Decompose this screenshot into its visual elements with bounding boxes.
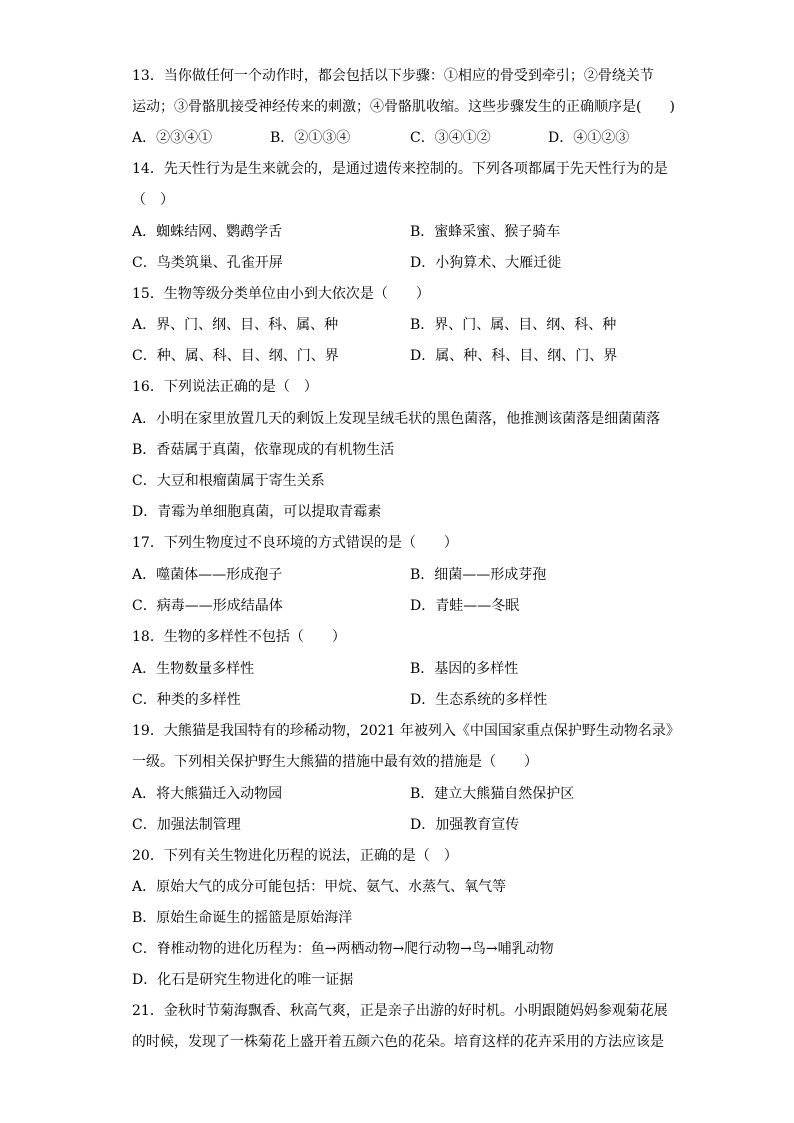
q20-option-b: B．原始生命诞生的摇篮是原始海洋: [132, 910, 353, 926]
q17-option-b: B．细菌——形成芽孢: [410, 567, 547, 583]
q17-stem: 17．下列生物度过不良环境的方式错误的是（ ）: [132, 535, 458, 551]
q16-option-c: C．大豆和根瘤菌属于寄生关系: [132, 473, 325, 489]
q13-option-c: C．③④①②: [410, 130, 491, 146]
q13-stem-line1: 13．当你做任何一个动作时，都会包括以下步骤：①相应的骨受到牵引；②骨绕关节: [132, 68, 654, 84]
q18-stem: 18．生物的多样性不包括（ ）: [132, 629, 346, 645]
q21-stem-line2: 的时候，发现了一株菊花上盛开着五颜六色的花朵。培育这样的花卉采用的方法应该是: [132, 1034, 664, 1050]
q13-option-b: B．②①③④: [270, 130, 351, 146]
q14-option-d: D．小狗算术、大雁迁徙: [410, 255, 562, 271]
q18-option-a: A．生物数量多样性: [132, 661, 255, 677]
q14-option-a: A．蜘蛛结网、鹦鹉学舌: [132, 224, 283, 240]
q19-stem-line1: 19．大熊猫是我国特有的珍稀动物，2021 年被列入《中国国家重点保护野生动物名录》: [132, 723, 680, 739]
q15-option-b: B．界、门、属、目、纲、科、种: [410, 317, 617, 333]
q19-option-d: D．加强教育宣传: [410, 817, 520, 833]
q15-stem: 15．生物等级分类单位由小到大依次是（ ）: [132, 286, 430, 302]
q15-option-d: D．属、种、科、目、纲、门、界: [410, 348, 618, 364]
q17-option-d: D．青蛙——冬眠: [410, 598, 520, 614]
q15-option-a: A．界、门、纲、目、科、属、种: [132, 317, 339, 333]
q18-option-b: B．基因的多样性: [410, 661, 519, 677]
q14-option-b: B．蜜蜂采蜜、猴子骑车: [410, 224, 561, 240]
q18-option-d: D．生态系统的多样性: [410, 692, 548, 708]
q20-stem: 20．下列有关生物进化历程的说法，正确的是（ ）: [132, 848, 458, 864]
q16-stem: 16．下列说法正确的是（ ）: [132, 379, 318, 395]
q20-option-c: C．脊椎动物的进化历程为：鱼→两栖动物→爬行动物→鸟→哺乳动物: [132, 941, 554, 957]
q19-stem-line2: 一级。下列相关保护野生大熊猫的措施中最有效的措施是（ ）: [132, 754, 538, 770]
q19-option-c: C．加强法制管理: [132, 817, 241, 833]
q16-option-b: B．香菇属于真菌，依靠现成的有机物生活: [132, 442, 395, 458]
q19-option-a: A．将大熊猫迁入动物园: [132, 786, 283, 802]
q17-option-c: C．病毒——形成结晶体: [132, 598, 283, 614]
q19-option-b: B．建立大熊猫自然保护区: [410, 786, 575, 802]
q21-stem-line1: 21．金秋时节菊海飘香、秋高气爽，正是亲子出游的好时机。小明跟随妈妈参观菊花展: [132, 1003, 668, 1019]
q16-option-a: A．小明在家里放置几天的剩饭上发现呈绒毛状的黑色菌落，他推测该菌落是细菌菌落: [132, 411, 661, 427]
q17-option-a: A．噬菌体——形成孢子: [132, 567, 283, 583]
q13-stem-line2: 运动；③骨骼肌接受神经传来的刺激；④骨骼肌收缩。这些步骤发生的正确顺序是( ): [132, 99, 675, 115]
q14-stem-line1: 14．先天性行为是生来就会的，是通过遗传来控制的。下列各项都属于先天性行为的是: [132, 161, 668, 177]
q13-option-a: A．②③④①: [132, 130, 213, 146]
q16-option-d: D．青霉为单细胞真菌，可以提取青霉素: [132, 504, 382, 520]
q15-option-c: C．种、属、科、目、纲、门、界: [132, 348, 339, 364]
q18-option-c: C．种类的多样性: [132, 692, 241, 708]
q14-stem-line2: （ ）: [132, 192, 174, 208]
q14-option-c: C．鸟类筑巢、孔雀开屏: [132, 255, 283, 271]
q20-option-a: A．原始大气的成分可能包括：甲烷、氨气、水蒸气、氧气等: [132, 879, 507, 895]
q20-option-d: D．化石是研究生物进化的唯一证据: [132, 972, 354, 988]
q13-option-d: D．④①②③: [548, 130, 630, 146]
